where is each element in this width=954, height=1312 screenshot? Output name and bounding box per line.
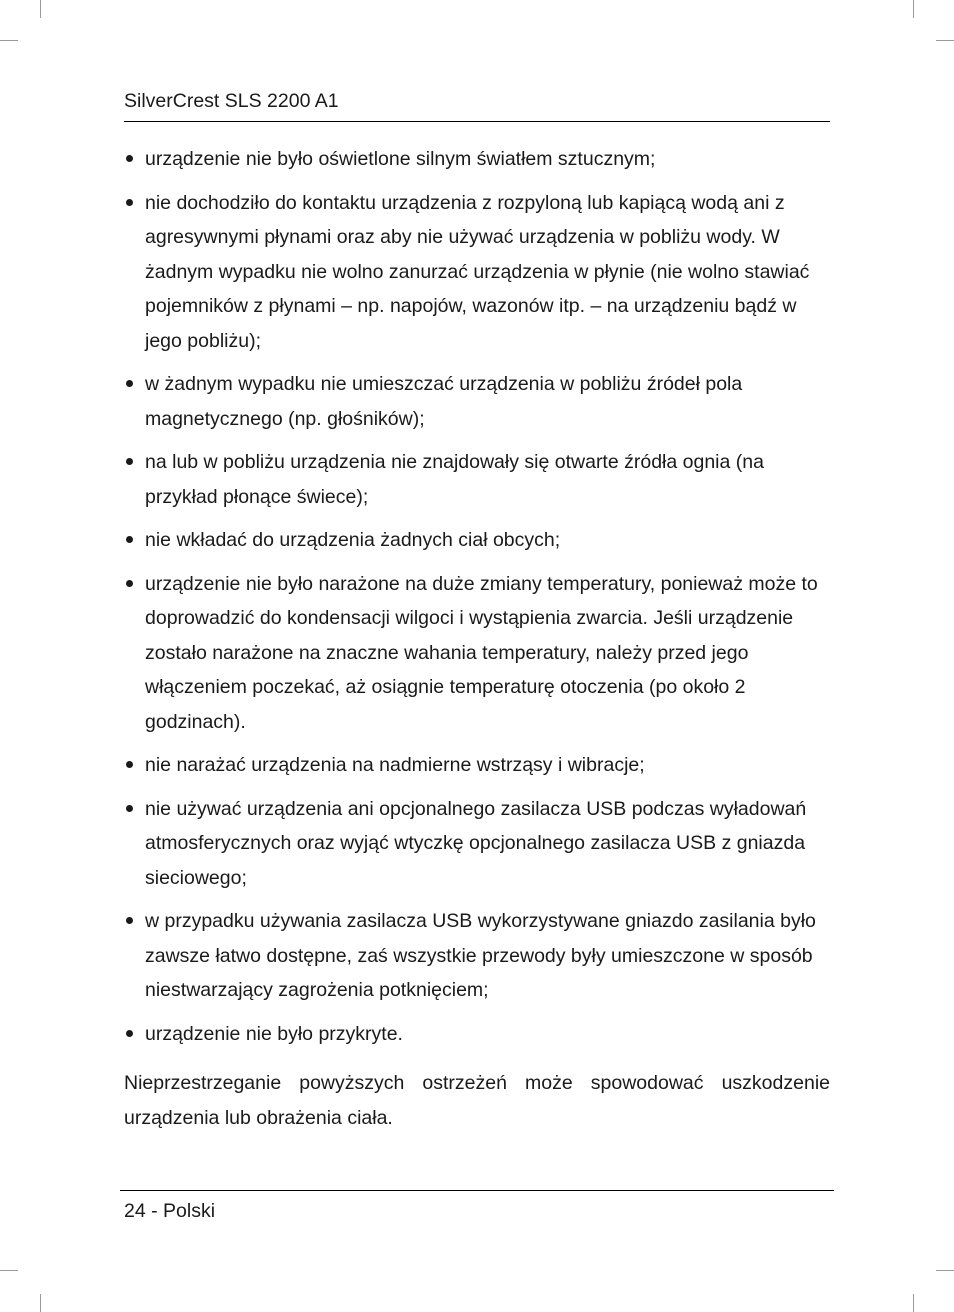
- list-item-text: urządzenie nie było narażone na duże zmiany temperatury, ponieważ może to doprowadzić do kondensacji wilgoci i wystąpienia zwarcia. Jeśli urządzenie zostało narażone na znaczne wahania temperatury, należy przed jego włączeniem poczekać, aż osiągnie temperaturę otoczenia (po około 2 godzinach).: [145, 572, 818, 733]
- crop-mark: [0, 40, 18, 41]
- safety-bullet-list: [124, 142, 830, 1060]
- bullet-icon: [126, 199, 133, 206]
- page-number: 24 - Polski: [124, 1200, 216, 1222]
- bullet-icon: [126, 380, 133, 387]
- list-item: [124, 904, 830, 1008]
- crop-mark: [0, 1270, 18, 1271]
- bullet-icon: [126, 155, 133, 162]
- list-item: [124, 1017, 830, 1052]
- list-item: [124, 792, 830, 896]
- list-item-text: na lub w pobliżu urządzenia nie znajdowały się otwarte źródła ognia (na przykład płonące świece);: [145, 451, 764, 508]
- bullet-icon: [126, 458, 133, 465]
- list-item-text: w przypadku używania zasilacza USB wykorzystywane gniazdo zasilania było zawsze łatwo dostępne, zaś wszystkie przewody były umieszczone w sposób niestwarzający zagrożenia potknięciem;: [145, 910, 816, 1001]
- bullet-icon: [126, 1030, 133, 1037]
- crop-mark: [936, 40, 954, 41]
- crop-mark: [936, 1270, 954, 1271]
- page-footer: [120, 1190, 834, 1231]
- list-item-text: nie używać urządzenia ani opcjonalnego zasilacza USB podczas wyładowań atmosferycznych oraz wyjąć wtyczkę opcjonalnego zasilacza USB z gniazda sieciowego;: [145, 797, 807, 889]
- list-item-text: nie dochodziło do kontaktu urządzenia z rozpyloną lub kapiącą wodą ani z agresywnymi płynami oraz aby nie używać urządzenia w pobliżu wody. W żadnym wypadku nie wolno zanurzać urządzenia w płynie (nie wolno stawiać pojemników z płynami – np. napojów, wazonów itp. – na urządzeniu bądź w jego pobliżu);: [145, 191, 810, 352]
- list-item-text: nie narażać urządzenia na nadmierne wstrząsy i wibracje;: [145, 754, 645, 776]
- list-item: [124, 367, 830, 436]
- bullet-icon: [126, 580, 133, 587]
- crop-mark: [913, 1294, 914, 1312]
- crop-mark: [40, 0, 41, 18]
- list-item: [124, 523, 830, 558]
- page-header-title: SilverCrest SLS 2200 A1: [124, 90, 339, 112]
- crop-mark: [913, 0, 914, 18]
- list-item-text: urządzenie nie było oświetlone silnym światłem sztucznym;: [145, 148, 656, 170]
- page-header: [124, 88, 830, 122]
- list-item: [124, 748, 830, 783]
- bullet-icon: [126, 805, 133, 812]
- list-item-text: urządzenie nie było przykryte.: [145, 1022, 403, 1045]
- closing-paragraph: Nieprzestrzeganie powyższych ostrzeżeń może spowodować uszkodzenie urządzenia lub obrażenia ciała.: [124, 1072, 830, 1129]
- list-item-text: nie wkładać do urządzenia żadnych ciał obcych;: [145, 529, 561, 551]
- bullet-icon: [126, 536, 133, 543]
- list-item: [124, 567, 830, 740]
- crop-mark: [40, 1294, 41, 1312]
- bullet-icon: [126, 917, 133, 924]
- list-item: [124, 142, 830, 177]
- list-item: [124, 186, 830, 359]
- list-item-text: w żadnym wypadku nie umieszczać urządzenia w pobliżu źródeł pola magnetycznego (np. głośników);: [145, 373, 743, 430]
- list-item: [124, 445, 830, 514]
- bullet-icon: [126, 761, 133, 768]
